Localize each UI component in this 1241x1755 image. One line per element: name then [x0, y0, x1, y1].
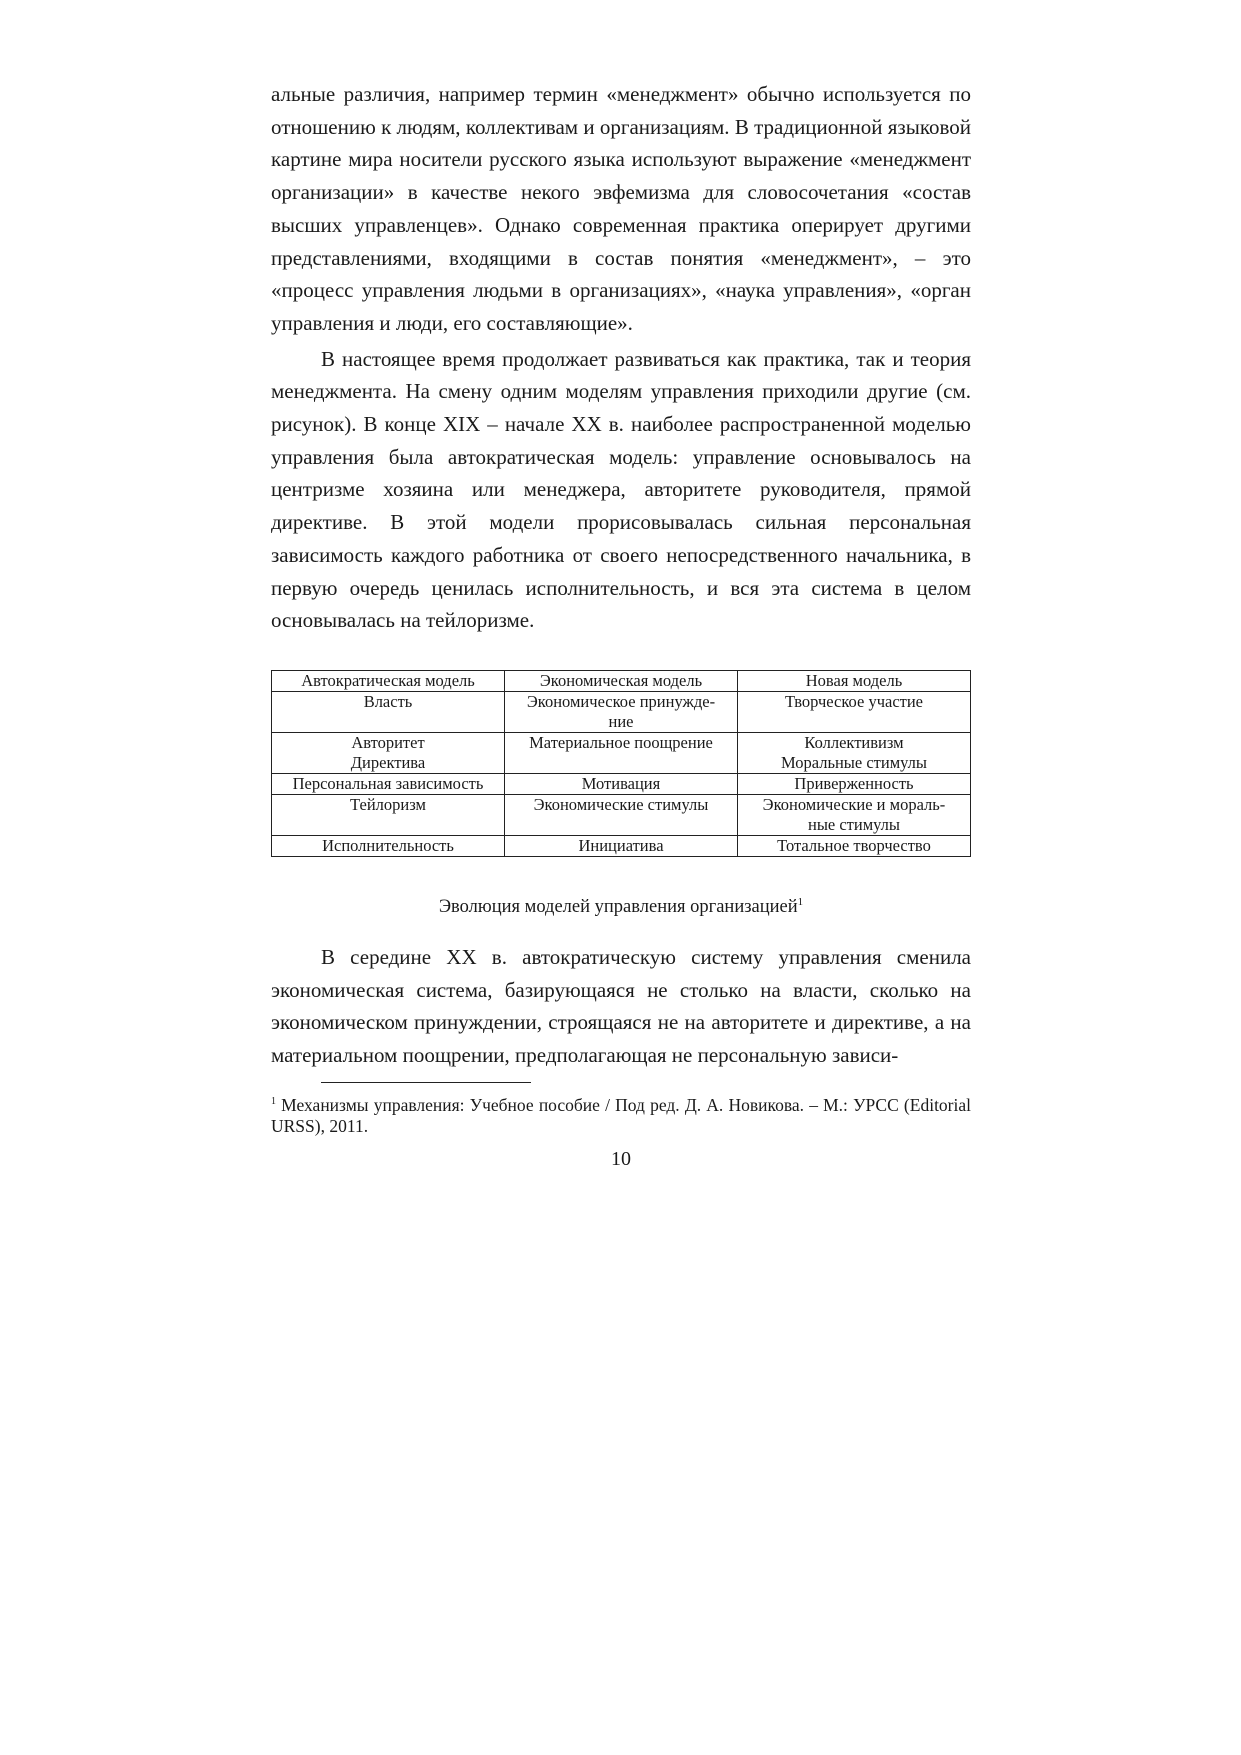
page-body	[271, 78, 971, 1171]
table-cell	[738, 691, 971, 732]
paragraph-2: В настоящее время продолжает развиваться как практика, так и теория менеджмента. На смену одним моделям управления приходили другие (см. рисунок). В конце XIX – начале XX в. наиболее распространенной моделью управления была автократическая модель: управление основывалось на центризме хозяина или менеджера, авторитете руководителя, прямой директиве. В этой модели прорисовывалась сильная персональная зависимость каждого работника от своего непосредственного начальника, в первую очередь ценилась исполнительность, и вся эта система в целом основывалась на тейлоризме.	[271, 346, 971, 633]
cell-line: Творческое участие	[784, 691, 924, 711]
cell-line: Директива	[350, 752, 426, 772]
table-cell	[738, 773, 971, 794]
table-cell	[272, 773, 505, 794]
table-row	[272, 691, 971, 732]
table-cell	[505, 773, 738, 794]
management-models-table	[271, 670, 971, 857]
cell-line: Экономические и мораль-	[762, 794, 946, 814]
footnote-divider	[321, 1082, 531, 1083]
header-autocratic-model: Автократическая модель	[272, 670, 505, 691]
table-cell	[272, 691, 505, 732]
cell-line: ные стимулы	[807, 814, 900, 834]
table-cell	[505, 691, 738, 732]
table-cell	[505, 835, 738, 856]
table-cell	[272, 835, 505, 856]
cell-line: Приверженность	[794, 773, 914, 793]
cell-line: Власть	[363, 691, 413, 711]
cell-line: Мотивация	[581, 773, 661, 793]
table-cell	[738, 835, 971, 856]
caption-footnote-mark: 1	[797, 895, 804, 908]
table-cell	[738, 794, 971, 835]
header-economic-model: Экономическая модель	[505, 670, 738, 691]
figure-caption	[271, 895, 971, 919]
paragraph-3: В середине XX в. автократическую систему управления сменила экономическая система, базирующаяся не столько на власти, сколько на экономическом принуждении, строящаяся не на авторитете и директиве, а на материальном поощрении, предполагающая не персональную зависи-	[271, 944, 971, 1068]
table-cell	[505, 732, 738, 773]
table-header-row	[272, 670, 971, 691]
cell-line: Исполнительность	[322, 835, 454, 855]
cell-line: Тейлоризм	[350, 794, 426, 814]
cell-line: Тотальное творчество	[777, 835, 931, 855]
footnote-text: Механизмы управления: Учебное пособие / Под ред. Д. А. Новикова. – М.: УРСС (Editorial URSS), 2011.	[271, 1094, 971, 1136]
cell-line: Моральные стимулы	[780, 752, 927, 772]
cell-line: Авторитет	[351, 732, 425, 752]
caption-text: Эволюция моделей управления организацией	[438, 896, 798, 917]
footnote-mark: 1	[271, 1095, 276, 1107]
header-new-model: Новая модель	[738, 670, 971, 691]
table-cell	[272, 794, 505, 835]
table-cell	[272, 732, 505, 773]
cell-line: Персональная зависимость	[292, 773, 484, 793]
table-row	[272, 773, 971, 794]
cell-line: Экономические стимулы	[533, 794, 709, 814]
table-row	[272, 794, 971, 835]
table-cell	[738, 732, 971, 773]
page-number: 10	[611, 1147, 631, 1170]
cell-line: Коллективизм	[804, 732, 904, 752]
cell-line: Инициатива	[578, 835, 664, 855]
table-row	[272, 732, 971, 773]
cell-line: Материальное поощрение	[529, 732, 713, 752]
footnote	[271, 1095, 971, 1137]
cell-line: ние	[608, 711, 634, 731]
cell-line: Экономическое принужде-	[526, 691, 716, 711]
table-cell	[505, 794, 738, 835]
paragraph-1: альные различия, например термин «менеджмент» обычно используется по отношению к людям, коллективам и организациям. В традиционной языковой картине мира носители русского языка используют выражение «менеджмент организации» в качестве некого эвфемизма для словосочетания «состав высших управленцев». Однако современная практика оперирует другими представлениями, входящими в состав понятия «менеджмент», – это «процесс управления людьми в организациях», «наука управления», «орган управления и люди, его составляющие».	[271, 82, 971, 335]
table-row	[272, 835, 971, 856]
